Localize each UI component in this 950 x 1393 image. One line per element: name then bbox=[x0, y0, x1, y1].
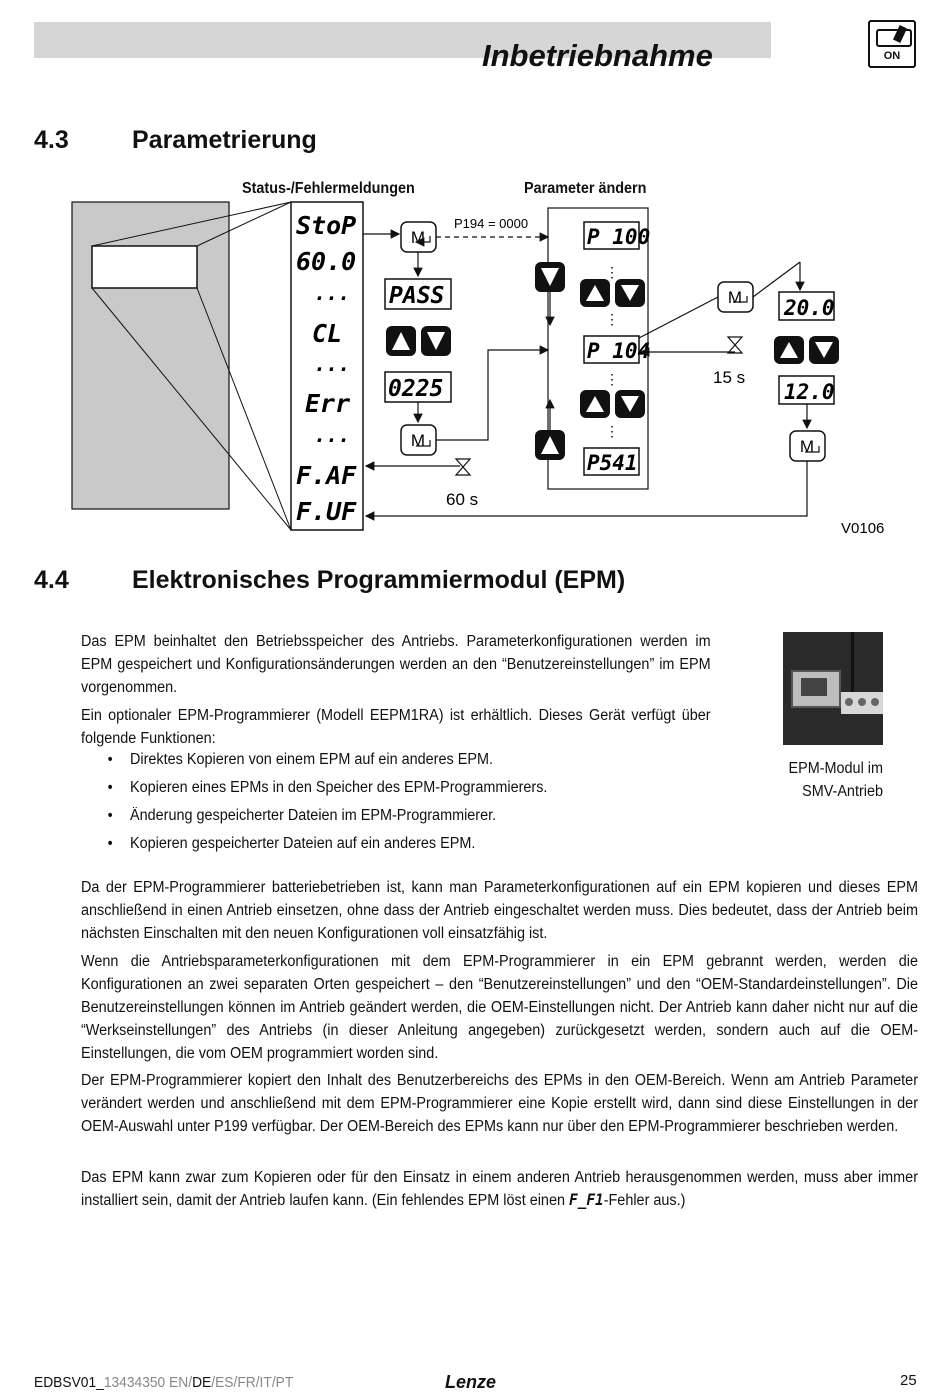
diagram-heading-parameters: Parameter ändern bbox=[524, 180, 647, 197]
power-on-label: ON bbox=[883, 50, 901, 62]
status-cl: CL bbox=[312, 319, 343, 348]
display-20: 20.0 bbox=[784, 296, 835, 320]
svg-text:⋮: ⋮ bbox=[605, 423, 619, 439]
bullet-item-1: • Direktes Kopieren von einem EPM auf ein anderes EPM. bbox=[130, 751, 493, 769]
status-dots-1: ... bbox=[314, 281, 351, 305]
display-p100: P 100 bbox=[587, 225, 651, 249]
up-down-keys-1 bbox=[386, 326, 451, 356]
footer-document-code: EDBSV01_13434350 EN/DE/ES/FR/IT/PT bbox=[34, 1374, 294, 1391]
bullet-item-3: • Änderung gespeicherter Dateien im EPM-Programmierer. bbox=[130, 807, 496, 825]
up-key-param bbox=[535, 430, 565, 460]
page-number: 25 bbox=[900, 1372, 917, 1389]
svg-text:⋮: ⋮ bbox=[605, 371, 619, 387]
svg-text:M: M bbox=[799, 437, 815, 456]
epm-module-photo bbox=[783, 632, 883, 745]
timeout-15: 15 s bbox=[713, 368, 746, 387]
p194-label: P194 = 0000 bbox=[454, 216, 529, 231]
epm-paragraph-5: Der EPM-Programmierer kopiert den Inhalt des Benutzerbereichs des EPMs in den OEM-Bereich. Wenn am Antrieb Parameter verändert werden und anschließend mit dem EPM-Programmierer eine Kopie erstellt wird, dann sind diese Einstellungen in der OEM-Auswahl unter P199 verfügbar. Der OEM-Bereich des EPMs kann nur über den EPM-Programmierer beschrieben werden. bbox=[81, 1072, 918, 1135]
figure-reference: V0106 bbox=[841, 520, 885, 537]
bullet-item-2: • Kopieren eines EPMs in den Speicher des EPM-Programmierers. bbox=[130, 779, 547, 797]
m-key-3 bbox=[718, 282, 753, 312]
m-key-4 bbox=[790, 431, 825, 461]
hourglass-15-icon bbox=[728, 337, 742, 353]
display-0225: 0225 bbox=[388, 376, 444, 402]
epm-paragraph-3: Da der EPM-Programmierer batteriebetrieben ist, kann man Parameterkonfigurationen auf ein EPM kopieren und dieses EPM anschließend in einen Antrieb einsetzen, ohne dass der Antrieb eingeschaltet werden muss. Dies bedeutet, dass der Antrieb beim nächsten Einschalten mit den neuen Konfigurationen voll einsatzfähig ist. bbox=[81, 879, 918, 942]
timeout-60: 60 s bbox=[446, 490, 479, 509]
parametrierung-diagram bbox=[0, 0, 950, 560]
hourglass-60-icon bbox=[456, 459, 470, 475]
status-stop: StoP bbox=[296, 211, 357, 240]
display-p104: P 104 bbox=[587, 339, 651, 363]
epm-paragraph-1: Das EPM beinhaltet den Betriebsspeicher des Antriebs. Parameterkonfigurationen werden im EPM gespeichert und Konfigurationsänderungen werden an den “Benutzereinstellungen” im EPM vorgenommen. bbox=[81, 633, 711, 696]
lenze-logo: Lenze bbox=[445, 1372, 497, 1392]
epm-paragraph-2: Ein optionaler EPM-Programmierer (Modell EEPM1RA) ist erhältlich. Dieses Gerät verfügt über folgende Funktionen: bbox=[81, 707, 711, 747]
svg-text:M: M bbox=[410, 431, 426, 450]
status-fuf: F.UF bbox=[296, 497, 357, 526]
down-key-param bbox=[535, 262, 565, 292]
fault-code-ff1: F_F1 bbox=[568, 1191, 604, 1209]
status-dots-3: ... bbox=[314, 423, 351, 447]
up-down-keys-2 bbox=[580, 279, 645, 307]
display-p541: P541 bbox=[587, 451, 638, 475]
status-60: 60.0 bbox=[296, 247, 357, 276]
m-key-1 bbox=[401, 222, 436, 252]
status-dots-2: ... bbox=[314, 352, 351, 376]
up-down-keys-3 bbox=[580, 390, 645, 418]
display-pass: PASS bbox=[389, 283, 445, 309]
epm-paragraph-4: Wenn die Antriebsparameterkonfigurationen mit dem EPM-Programmierer in ein EPM gebrannt werden, werden die Konfigurationen an zwei separaten Orten gespeichert – den “Benutzereinstellungen” und den “OEM-Standardeinstellungen”. Die Benutzereinstellungen können im Antrieb geändert werden, die OEM-Einstellungen nicht. Der Antrieb kann daher nicht nur auf die “Werkseinstellungen” des Antriebs (in dieser Anleitung angegeben) zurückgesetzt werden, sondern auch auf die OEM-Einstellungen, die vom OEM programmiert worden sind. bbox=[81, 953, 918, 1062]
photo-caption: EPM-Modul im SMV-Antrieb bbox=[788, 760, 883, 800]
display-12: 12.0 bbox=[784, 380, 835, 404]
epm-paragraph-6: Das EPM kann zwar zum Kopieren oder für den Einsatz in einem anderen Antrieb herausgenommen werden, muss aber immer installiert sein, damit der Antrieb laufen kann. (Ein fehlendes EPM löst einen F_F1-Fehler aus.) bbox=[81, 1169, 918, 1209]
up-down-keys-4 bbox=[774, 336, 839, 364]
m-key-2 bbox=[401, 425, 436, 455]
svg-text:⋮: ⋮ bbox=[605, 264, 619, 280]
svg-text:⋮: ⋮ bbox=[605, 311, 619, 327]
status-err: Err bbox=[305, 389, 351, 418]
status-faf: F.AF bbox=[296, 461, 357, 490]
diagram-heading-status: Status-/Fehlermeldungen bbox=[242, 180, 415, 197]
svg-text:M: M bbox=[410, 228, 426, 247]
chapter-title: Inbetriebnahme bbox=[482, 38, 713, 73]
svg-text:M: M bbox=[727, 288, 743, 307]
bullet-item-4: • Kopieren gespeicherter Dateien auf ein anderes EPM. bbox=[130, 835, 475, 853]
